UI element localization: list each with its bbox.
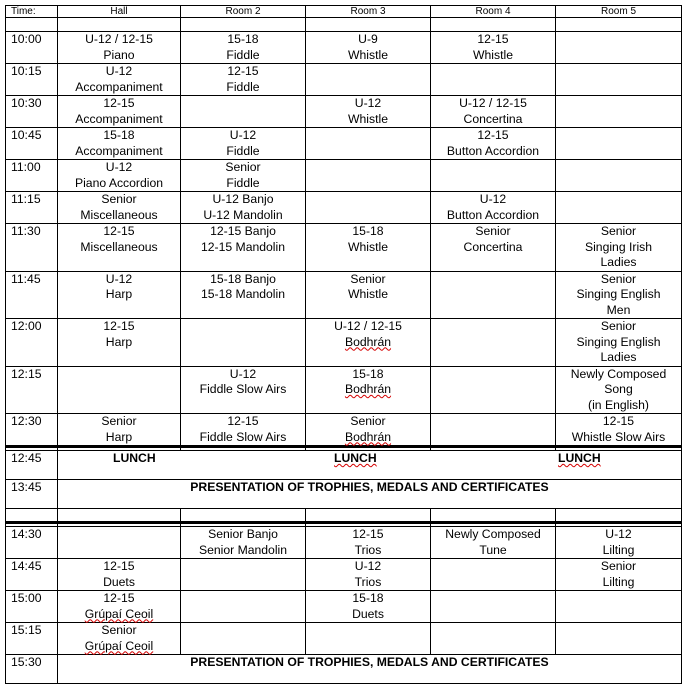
cell-line: 15-18 — [352, 366, 384, 381]
cell-room3 — [306, 527, 431, 559]
cell-line: Accompaniment — [75, 79, 163, 94]
cell-room2 — [181, 366, 306, 414]
cell-line: Newly Composed — [570, 366, 667, 381]
cell-line: Senior Mandolin — [198, 542, 288, 557]
cell-line: Senior — [600, 319, 637, 333]
cell-hall — [58, 623, 181, 655]
morning-slot-row — [6, 64, 682, 96]
cell-hall — [58, 192, 181, 224]
cell-room5 — [556, 414, 682, 447]
cell-line: Piano Accordion — [74, 175, 164, 190]
lunch-banner — [58, 451, 682, 480]
cell-line: Fiddle — [226, 79, 260, 94]
morning-slot-row — [6, 224, 682, 272]
cell-line: U-12 — [105, 271, 133, 286]
cell-line: Concertina — [463, 239, 523, 254]
cell-line: U-12 — [229, 366, 257, 381]
cell-hall — [58, 527, 181, 559]
cell-line: Bodhrán — [344, 382, 392, 396]
cell-line: Button Accordion — [446, 207, 540, 222]
cell-room4 — [431, 128, 556, 160]
cell-line: Senior — [600, 224, 637, 238]
morning-slot-row — [6, 160, 682, 192]
cell-line: Lilting — [602, 574, 635, 589]
time-cell: 11:45 — [6, 271, 58, 319]
cell-room4 — [431, 271, 556, 319]
cell-line: U-12 — [354, 96, 382, 110]
cell-line: Miscellaneous — [80, 207, 158, 222]
cell-line: Accompaniment — [75, 143, 163, 158]
lunch-label: LUNCH — [558, 451, 601, 465]
cell-line: 15-18 Banjo — [210, 271, 276, 286]
cell-room3 — [306, 160, 431, 192]
cell-room3 — [306, 96, 431, 128]
time-cell: 10:30 — [6, 96, 58, 128]
schedule-table — [5, 5, 682, 684]
cell-line: Senior — [101, 414, 137, 428]
cell-room5 — [556, 32, 682, 64]
cell-line: Ladies — [600, 350, 637, 364]
morning-slot-row — [6, 366, 682, 414]
cell-room4 — [431, 64, 556, 96]
time-cell: 13:45 — [6, 480, 58, 509]
cell-line: Grúpaí Ceoil — [84, 606, 154, 621]
cell-room3 — [306, 224, 431, 272]
cell-room5 — [556, 271, 682, 319]
time-cell: 14:30 — [6, 527, 58, 559]
presentation-2-label: PRESENTATION OF TROPHIES, MEDALS AND CERTIFICATES — [58, 655, 682, 684]
header-row — [6, 6, 682, 18]
cell-room2 — [181, 623, 306, 655]
cell-room5 — [556, 96, 682, 128]
cell-line: Fiddle Slow Airs — [199, 382, 287, 396]
cell-room3 — [306, 366, 431, 414]
cell-line: Whistle Slow Airs — [571, 429, 666, 444]
cell-line: 12-15 Mandolin — [200, 239, 285, 254]
cell-room4 — [431, 224, 556, 272]
cell-room3 — [306, 32, 431, 64]
cell-line: Miscellaneous — [80, 239, 158, 254]
cell-line: 12-15 — [103, 591, 135, 605]
cell-room2 — [181, 192, 306, 224]
col-header-room2: Room 2 — [181, 6, 306, 18]
cell-line: Tune — [479, 542, 507, 557]
cell-line: 15-18 — [352, 224, 384, 238]
cell-line: (in English) — [588, 397, 649, 412]
col-header-room5: Room 5 — [556, 6, 682, 18]
afternoon-slot-row — [6, 559, 682, 591]
time-cell: 14:45 — [6, 559, 58, 591]
cell-line: Senior — [350, 414, 386, 428]
cell-room2 — [181, 591, 306, 623]
cell-line: Duets — [103, 574, 135, 589]
cell-hall — [58, 591, 181, 623]
afternoon-slot-row — [6, 591, 682, 623]
cell-room4 — [431, 414, 556, 447]
cell-room4 — [431, 559, 556, 591]
cell-room5 — [556, 366, 682, 414]
cell-room4 — [431, 96, 556, 128]
lunch-row — [6, 451, 682, 480]
morning-slot-row — [6, 319, 682, 367]
cell-room5 — [556, 192, 682, 224]
cell-line: Senior — [600, 271, 637, 286]
cell-line: Fiddle — [226, 47, 260, 62]
cell-line: U-12 — [105, 64, 133, 78]
cell-room3 — [306, 128, 431, 160]
cell-room5 — [556, 64, 682, 96]
afternoon-slot-row — [6, 527, 682, 559]
cell-hall — [58, 366, 181, 414]
cell-line: 15-18 Mandolin — [200, 287, 285, 301]
cell-room3 — [306, 319, 431, 367]
cell-line: 12-15 — [352, 527, 384, 541]
cell-hall — [58, 559, 181, 591]
cell-line: Duets — [352, 606, 384, 621]
cell-line: Whistle — [348, 111, 388, 126]
cell-room2 — [181, 224, 306, 272]
col-header-time: Time: — [6, 6, 58, 18]
cell-line: 15-18 — [352, 591, 384, 605]
cell-hall — [58, 64, 181, 96]
cell-line: U-12 — [479, 192, 507, 206]
time-cell: 12:00 — [6, 319, 58, 367]
cell-line: U-12 Banjo — [212, 192, 274, 206]
cell-line: Harp — [105, 334, 133, 349]
cell-line: Whistle — [348, 47, 388, 62]
cell-room3 — [306, 414, 431, 447]
afternoon-slot-row — [6, 623, 682, 655]
cell-room5 — [556, 128, 682, 160]
cell-room4 — [431, 192, 556, 224]
cell-line: U-12 / 12-15 — [459, 96, 527, 110]
cell-line: Ladies — [600, 255, 637, 269]
time-cell: 12:15 — [6, 366, 58, 414]
time-cell: 15:15 — [6, 623, 58, 655]
cell-room4 — [431, 366, 556, 414]
cell-line: Grúpaí Ceoil — [84, 638, 154, 653]
cell-hall — [58, 96, 181, 128]
cell-line: Senior — [101, 192, 137, 206]
time-cell: 10:45 — [6, 128, 58, 160]
cell-room2 — [181, 96, 306, 128]
morning-slot-row — [6, 32, 682, 64]
cell-line: U-12 Mandolin — [203, 207, 283, 222]
cell-line: Button Accordion — [446, 143, 540, 158]
col-header-room4: Room 4 — [431, 6, 556, 18]
time-cell: 12:30 — [6, 414, 58, 447]
cell-line: Whistle — [348, 239, 388, 254]
morning-slot-row — [6, 271, 682, 319]
cell-room2 — [181, 32, 306, 64]
cell-room2 — [181, 271, 306, 319]
time-cell: 11:15 — [6, 192, 58, 224]
presentation-1-row — [6, 480, 682, 509]
time-cell: 10:15 — [6, 64, 58, 96]
cell-line: Fiddle — [226, 143, 260, 158]
presentation-2-row — [6, 655, 682, 684]
cell-line: Accompaniment — [75, 111, 163, 126]
cell-hall — [58, 414, 181, 447]
cell-line: Senior — [101, 623, 137, 637]
cell-room4 — [431, 591, 556, 623]
cell-room5 — [556, 591, 682, 623]
cell-line: Senior — [475, 224, 511, 238]
cell-line: Senior — [225, 160, 261, 174]
cell-room4 — [431, 527, 556, 559]
cell-line: Harp — [105, 287, 133, 301]
cell-room2 — [181, 527, 306, 559]
cell-line: Piano — [103, 47, 135, 62]
cell-line: Singing English — [576, 334, 661, 349]
presentation-1-label: PRESENTATION OF TROPHIES, MEDALS AND CERTIFICATES — [58, 480, 682, 509]
cell-room5 — [556, 319, 682, 367]
cell-line: 12-15 — [227, 414, 259, 428]
cell-room2 — [181, 128, 306, 160]
time-cell: 10:00 — [6, 32, 58, 64]
morning-slot-row — [6, 414, 682, 447]
cell-line: Singing English — [576, 287, 661, 301]
cell-line: Bodhrán — [344, 429, 392, 444]
col-header-room3: Room 3 — [306, 6, 431, 18]
cell-room2 — [181, 64, 306, 96]
cell-line: Senior — [600, 559, 637, 573]
cell-line: U-12 — [105, 160, 133, 174]
cell-line: Men — [606, 302, 631, 317]
cell-line: Bodhrán — [344, 334, 392, 349]
cell-room3 — [306, 591, 431, 623]
cell-line: 12-15 — [103, 319, 135, 333]
cell-line: 12-15 Banjo — [210, 224, 276, 238]
cell-room5 — [556, 224, 682, 272]
morning-slot-row — [6, 96, 682, 128]
cell-room5 — [556, 623, 682, 655]
cell-line: 15-18 — [103, 128, 135, 142]
cell-room5 — [556, 160, 682, 192]
cell-room4 — [431, 32, 556, 64]
cell-line: Senior — [350, 271, 386, 286]
cell-line: Concertina — [463, 111, 523, 126]
cell-line: Trios — [354, 574, 382, 589]
morning-slot-row — [6, 128, 682, 160]
cell-hall — [58, 160, 181, 192]
spacer-row — [6, 509, 682, 523]
cell-line: Whistle — [348, 287, 388, 301]
cell-room4 — [431, 160, 556, 192]
cell-line: U-12 — [229, 128, 257, 142]
cell-hall — [58, 319, 181, 367]
cell-line: 12-15 — [602, 414, 635, 428]
spacer-row — [6, 18, 682, 32]
cell-line: Newly Composed — [445, 527, 541, 541]
cell-line: Singing Irish — [584, 239, 653, 254]
cell-line: 12-15 — [477, 32, 509, 46]
cell-hall — [58, 224, 181, 272]
cell-room3 — [306, 192, 431, 224]
cell-line: Whistle — [473, 47, 513, 62]
cell-room2 — [181, 319, 306, 367]
cell-room3 — [306, 623, 431, 655]
cell-line: 12-15 — [103, 96, 135, 110]
cell-line: 12-15 — [477, 128, 509, 142]
cell-line: 12-15 — [103, 224, 135, 238]
cell-hall — [58, 128, 181, 160]
time-cell: 15:30 — [6, 655, 58, 684]
cell-room2 — [181, 160, 306, 192]
cell-line: 12-15 — [103, 559, 135, 573]
time-cell: 15:00 — [6, 591, 58, 623]
cell-line: Fiddle Slow Airs — [199, 429, 287, 444]
cell-line: U-9 — [358, 32, 378, 46]
schedule-page — [5, 5, 681, 669]
cell-room2 — [181, 559, 306, 591]
cell-hall — [58, 271, 181, 319]
cell-line: Lilting — [602, 542, 635, 557]
lunch-label: LUNCH — [334, 451, 377, 465]
cell-line: U-12 / 12-15 — [85, 32, 153, 46]
cell-line: Trios — [354, 542, 382, 557]
time-cell: 11:30 — [6, 224, 58, 272]
cell-line: Senior Banjo — [208, 527, 278, 541]
cell-hall — [58, 32, 181, 64]
cell-room5 — [556, 527, 682, 559]
col-header-hall: Hall — [58, 6, 181, 18]
cell-line: U-12 — [354, 559, 382, 573]
cell-line: U-12 / 12-15 — [334, 319, 402, 333]
cell-line: 15-18 — [227, 32, 259, 46]
cell-line: 12-15 — [227, 64, 259, 78]
cell-room3 — [306, 559, 431, 591]
cell-room3 — [306, 271, 431, 319]
cell-room3 — [306, 64, 431, 96]
time-cell: 11:00 — [6, 160, 58, 192]
cell-room4 — [431, 319, 556, 367]
cell-room4 — [431, 623, 556, 655]
cell-line: Song — [604, 382, 633, 396]
time-cell: 12:45 — [6, 451, 58, 480]
lunch-label: LUNCH — [113, 451, 156, 465]
cell-line: Harp — [105, 429, 133, 444]
cell-line: U-12 — [605, 527, 632, 541]
cell-room2 — [181, 414, 306, 447]
cell-line: Fiddle — [226, 175, 260, 190]
cell-room5 — [556, 559, 682, 591]
morning-slot-row — [6, 192, 682, 224]
